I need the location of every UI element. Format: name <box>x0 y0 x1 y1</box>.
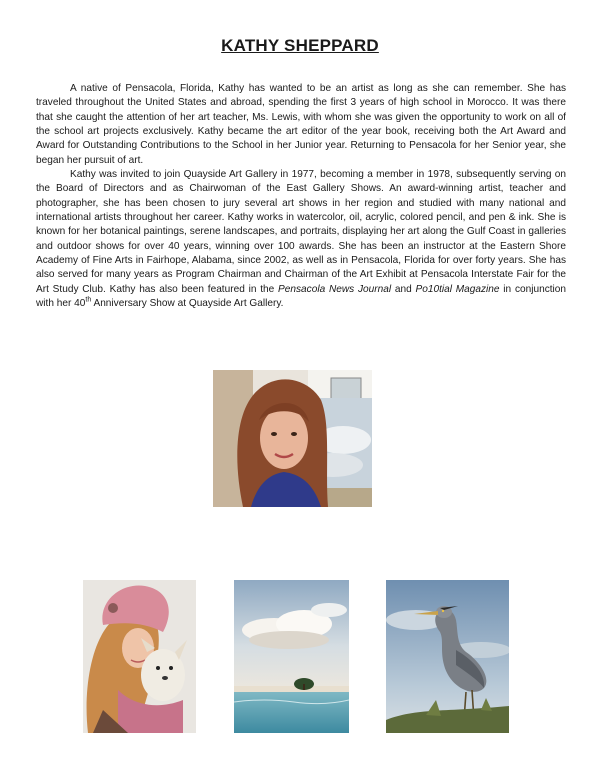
bio-and: and <box>391 283 416 295</box>
biography <box>36 82 566 312</box>
artwork-clouds-seascape <box>234 580 349 733</box>
bio-paragraph-2 <box>36 168 566 311</box>
bio-paragraph-1: A native of Pensacola, Florida, Kathy has wanted to be an artist as long as she can remember. She has traveled throughout the United States and abroad, spending the first 3 years of high school in Morocco. It was there that she caught the attention of her art teacher, Ms. Lewis, with whom she was given the opportunity to work on all of the school art projects exclusively. Kathy became the art editor of the year book, receiving both the Art Award and Award for Outstanding Contributions to the School in her Junior year. Returning to Pensacola for her Senior year, she began her pursuit of art. <box>36 83 566 166</box>
bio-paragraph-2-text-b: in conjunction with her 40 <box>36 283 567 310</box>
ordinal-suffix: th <box>85 296 92 304</box>
page-title: KATHY SHEPPARD <box>221 36 379 55</box>
bio-paragraph-2-text: Kathy was invited to join Quayside Art Gallery in 1977, becoming a member in 1978, subsequently serving on the Board of Directors and as Chairwoman of the East Gallery Shows. An award-winning artist, teacher and photographer, she has been chosen to jury several art shows in her region and studied with many national and international artists throughout her career. Kathy works in watercolor, oil, acrylic, colored pencil, and pen & ink. She is known for her botanical paintings, serene landscapes, and portraits, displaying her art along the Gulf Coast in galleries and outdoor shows for over 40 years, winning over 100 awards. She has been an instructor at the Eastern Shore Academy of Fine Arts in Fairhope, Alabama, since 2002, as well as in Pensacola, Florida for over forty years. She has also served for many years as Program Chairman and Chairman of the Art Exhibit at Pensacola Interstate Fair for the Art Study Club. Kathy has also been featured in the <box>36 169 566 295</box>
bio-paragraph-2-text-c: Anniversary Show at Quayside Art Gallery. <box>91 298 284 310</box>
artist-portrait-photo <box>213 370 372 507</box>
publication-2: Po10tial Magazine <box>415 283 500 295</box>
artwork-girl-with-dog <box>83 580 196 733</box>
artwork-heron <box>386 580 509 733</box>
publication-1: Pensacola News Journal <box>278 283 392 295</box>
